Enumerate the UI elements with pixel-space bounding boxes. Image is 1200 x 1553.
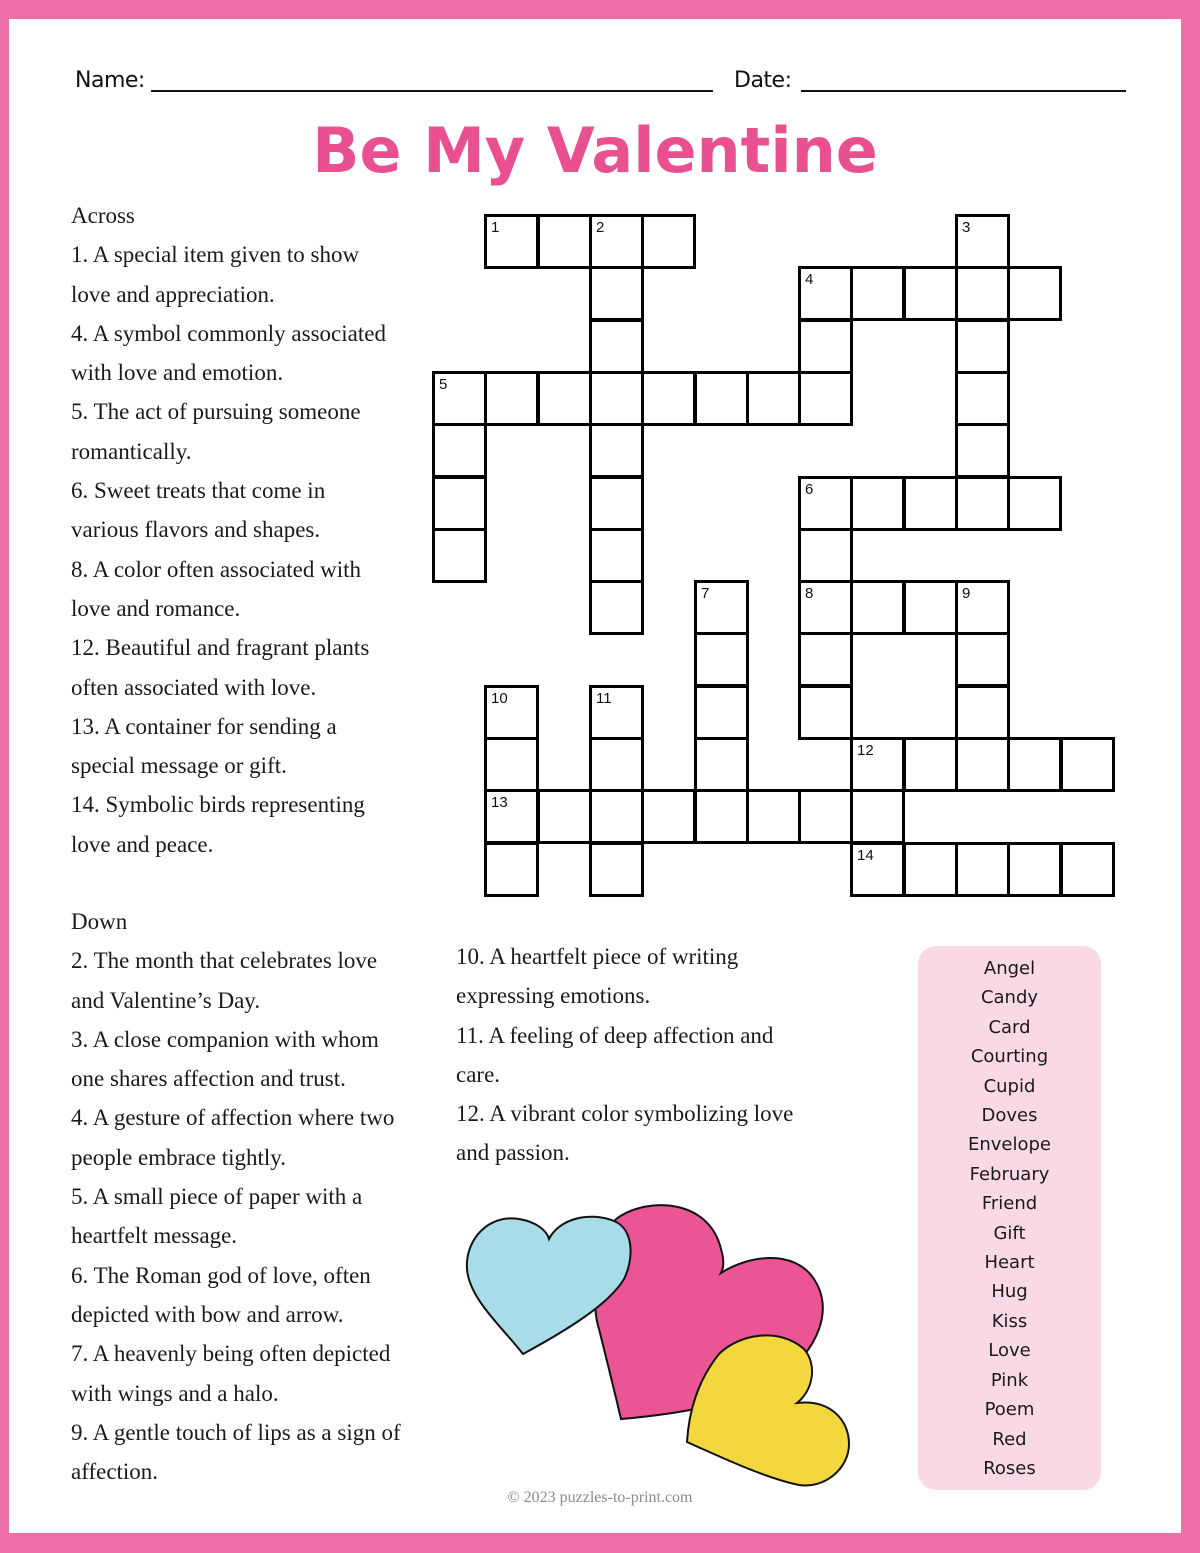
word-bank-item: Candy (980, 987, 1039, 1009)
clue-text: 7. A heavenly being often depicted (71, 1341, 391, 1367)
grid-cell[interactable] (850, 789, 905, 844)
word-bank-item: Courting (970, 1046, 1049, 1068)
page-title: Be My Valentine (312, 114, 878, 187)
grid-cell[interactable] (850, 476, 905, 531)
grid-cell[interactable] (484, 685, 539, 740)
grid-cell[interactable] (1007, 266, 1062, 321)
clue-text: 4. A gesture of affection where two (71, 1105, 395, 1131)
clue-number: 8 (805, 585, 814, 602)
grid-cell[interactable] (694, 685, 749, 740)
grid-cell[interactable] (589, 319, 644, 374)
worksheet-page (9, 19, 1181, 1533)
grid-cell[interactable] (484, 842, 539, 897)
grid-cell[interactable] (484, 371, 539, 426)
grid-cell[interactable] (484, 789, 539, 844)
grid-cell[interactable] (955, 214, 1010, 269)
grid-cell[interactable] (1007, 842, 1062, 897)
grid-cell[interactable] (589, 789, 644, 844)
grid-cell[interactable] (955, 476, 1010, 531)
grid-cell[interactable] (589, 842, 644, 897)
grid-cell[interactable] (589, 528, 644, 583)
clue-text: expressing emotions. (456, 983, 651, 1009)
grid-cell[interactable] (746, 789, 801, 844)
clue-number: 12 (857, 742, 874, 759)
grid-cell[interactable] (798, 371, 853, 426)
hearts-illustration (449, 1189, 869, 1489)
clue-text: and Valentine’s Day. (71, 987, 261, 1013)
grid-cell[interactable] (798, 685, 853, 740)
grid-cell[interactable] (432, 423, 487, 478)
grid-cell[interactable] (798, 789, 853, 844)
grid-cell[interactable] (432, 371, 487, 426)
grid-cell[interactable] (694, 632, 749, 687)
grid-cell[interactable] (850, 842, 905, 897)
grid-cell[interactable] (850, 266, 905, 321)
clue-text: 1. A special item given to show (71, 242, 360, 268)
clue-text: often associated with love. (71, 674, 317, 700)
word-bank-item: Doves (981, 1105, 1038, 1127)
word-bank-item: Pink (990, 1369, 1029, 1391)
clue-text: one shares affection and trust. (71, 1066, 346, 1092)
clue-text: 12. Beautiful and fragrant plants (71, 635, 370, 661)
down-heading: Down (71, 909, 128, 934)
grid-cell[interactable] (432, 528, 487, 583)
clue-text: romantically. (71, 438, 192, 464)
grid-cell[interactable] (694, 789, 749, 844)
grid-cell[interactable] (903, 476, 958, 531)
word-bank-item: Card (988, 1016, 1031, 1038)
clue-text: various flavors and shapes. (71, 517, 321, 543)
date-field[interactable] (801, 90, 1126, 92)
grid-cell[interactable] (589, 214, 644, 269)
grid-cell[interactable] (798, 528, 853, 583)
grid-cell[interactable] (798, 319, 853, 374)
word-bank-item: Red (992, 1428, 1027, 1450)
down-clues (71, 902, 451, 1491)
grid-cell[interactable] (955, 685, 1010, 740)
word-bank-item: Envelope (967, 1134, 1052, 1156)
clue-number: 2 (596, 219, 605, 236)
clue-text: people embrace tightly. (71, 1144, 287, 1170)
copyright-footer: © 2023 puzzles-to-print.com (507, 1489, 693, 1506)
grid-cell[interactable] (798, 266, 853, 321)
grid-cell[interactable] (589, 476, 644, 531)
grid-cell[interactable] (798, 632, 853, 687)
word-bank-item: Love (988, 1340, 1031, 1362)
grid-cell[interactable] (589, 580, 644, 635)
grid-cell[interactable] (903, 266, 958, 321)
grid-cell[interactable] (484, 737, 539, 792)
word-bank-list (918, 946, 1101, 1483)
clue-number: 14 (857, 847, 874, 864)
clue-text: 5. The act of pursuing someone (71, 399, 361, 425)
word-bank-item: Heart (984, 1252, 1035, 1274)
clue-text: 4. A symbol commonly associated (71, 320, 386, 346)
clue-text: 3. A close companion with whom (71, 1026, 379, 1052)
clue-text: 2. The month that celebrates love (71, 948, 378, 974)
clue-text: 11. A feeling of deep affection and (456, 1022, 774, 1048)
clue-text: special message or gift. (71, 753, 287, 779)
grid-cell[interactable] (589, 423, 644, 478)
clue-text: 8. A color often associated with (71, 556, 361, 582)
across-clue-list (71, 235, 431, 864)
date-label: Date: (734, 68, 792, 93)
clue-number: 5 (439, 376, 448, 393)
grid-cell[interactable] (955, 632, 1010, 687)
grid-cell[interactable] (694, 371, 749, 426)
grid-cell[interactable] (903, 737, 958, 792)
grid-cell[interactable] (694, 737, 749, 792)
grid-cell[interactable] (955, 371, 1010, 426)
clue-text: 10. A heartfelt piece of writing (456, 944, 739, 969)
clue-number: 11 (596, 690, 612, 707)
grid-cell[interactable] (903, 580, 958, 635)
clue-text: care. (456, 1061, 501, 1087)
down-clue-list-col2 (456, 937, 856, 1173)
grid-cell[interactable] (641, 214, 696, 269)
word-bank-item: Poem (984, 1399, 1035, 1421)
clue-text: love and peace. (71, 831, 214, 857)
grid-cell[interactable] (903, 842, 958, 897)
grid-cell[interactable] (850, 737, 905, 792)
grid-cell[interactable] (955, 319, 1010, 374)
word-bank-item: Roses (983, 1457, 1036, 1479)
grid-cell[interactable] (955, 423, 1010, 478)
clue-text: 5. A small piece of paper with a (71, 1184, 363, 1210)
grid-cell[interactable] (432, 476, 487, 531)
grid-cell[interactable] (798, 476, 853, 531)
word-bank-item: Friend (981, 1193, 1038, 1215)
grid-cell[interactable] (798, 580, 853, 635)
grid-cell[interactable] (1007, 737, 1062, 792)
grid-cell[interactable] (1060, 842, 1115, 897)
word-bank-item: Gift (993, 1222, 1026, 1244)
clue-number: 4 (805, 271, 814, 288)
clue-text: with love and emotion. (71, 360, 284, 386)
grid-cell[interactable] (589, 737, 644, 792)
grid-cell[interactable] (1007, 476, 1062, 531)
grid-cell[interactable] (850, 580, 905, 635)
clue-text: 12. A vibrant color symbolizing love (456, 1101, 794, 1127)
word-bank (918, 946, 1101, 1490)
clue-text: with wings and a halo. (71, 1380, 279, 1406)
grid-cell[interactable] (955, 737, 1010, 792)
clue-text: 13. A container for sending a (71, 713, 337, 739)
name-label: Name: (75, 68, 145, 93)
clue-text: 14. Symbolic birds representing (71, 792, 365, 818)
word-bank-item: Hug (991, 1281, 1028, 1303)
clue-text: heartfelt message. (71, 1223, 238, 1249)
clue-number: 13 (491, 794, 508, 811)
grid-cell[interactable] (537, 789, 592, 844)
clue-number: 7 (701, 585, 710, 602)
clue-number: 3 (962, 219, 971, 236)
grid-cell[interactable] (955, 580, 1010, 635)
grid-cell[interactable] (955, 842, 1010, 897)
clue-number: 6 (805, 481, 814, 498)
clue-text: 6. Sweet treats that come in (71, 478, 326, 504)
grid-cell[interactable] (1060, 737, 1115, 792)
grid-cell[interactable] (537, 371, 592, 426)
grid-cell[interactable] (589, 266, 644, 321)
clue-text: 9. A gentle touch of lips as a sign of (71, 1419, 401, 1445)
grid-cell[interactable] (537, 214, 592, 269)
word-bank-item: Cupid (983, 1075, 1036, 1097)
name-field[interactable] (151, 90, 713, 92)
grid-cell[interactable] (955, 266, 1010, 321)
across-clues (71, 196, 431, 864)
grid-cell[interactable] (746, 371, 801, 426)
across-heading: Across (71, 203, 135, 228)
clue-number: 1 (491, 219, 500, 236)
clue-text: depicted with bow and arrow. (71, 1301, 344, 1327)
clue-text: love and romance. (71, 595, 241, 621)
down-clues-continued (456, 937, 856, 1173)
word-bank-item: February (969, 1163, 1050, 1185)
grid-cell[interactable] (484, 214, 539, 269)
grid-cell[interactable] (694, 580, 749, 635)
clue-text: affection. (71, 1459, 159, 1485)
clue-text: love and appreciation. (71, 281, 275, 307)
clue-number: 10 (491, 690, 508, 707)
word-bank-item: Angel (983, 958, 1036, 979)
clue-text: and passion. (456, 1140, 570, 1166)
grid-cell[interactable] (589, 371, 644, 426)
clue-number: 9 (962, 585, 971, 602)
grid-cell[interactable] (641, 789, 696, 844)
down-clue-list-col1 (71, 941, 451, 1491)
grid-cell[interactable] (589, 685, 644, 740)
clue-text: 6. The Roman god of love, often (71, 1262, 371, 1288)
grid-cell[interactable] (641, 371, 696, 426)
word-bank-item: Kiss (991, 1310, 1028, 1332)
